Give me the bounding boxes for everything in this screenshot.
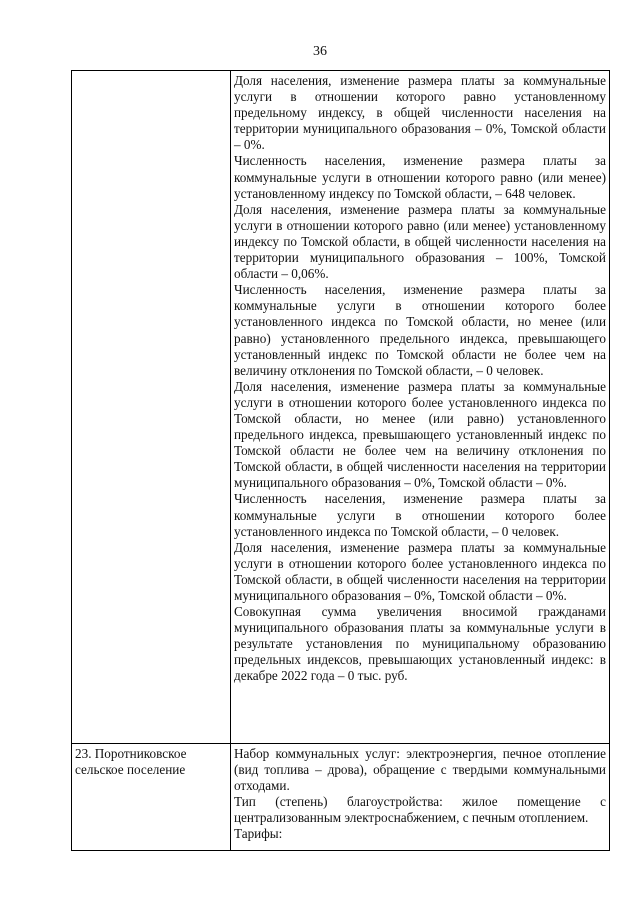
paragraph: Доля населения, изменение размера платы за коммунальные услуги в отношении которого более установленного индекса по Томской области, в общей численности населения на территории муниципального образования – 0%, Томской области – 0%. [234,539,606,603]
table-row [72,743,610,850]
paragraph: Численность населения, изменение размера платы за коммунальные услуги в отношении которого равно (или менее) установленному индексу по Томской области, – 648 человек. [234,153,606,201]
indicators-cell [231,71,610,744]
paragraph: Доля населения, изменение размера платы за коммунальные услуги в отношении которого равно (или менее) установленному индексу по Томской области, в общей численности населения на территории муниципального образования – 100%, Томской области – 0,06%. [234,201,606,282]
municipality-cell: 23. Поротниковское сельское поселение [72,743,231,850]
indicators-cell [231,743,610,850]
paragraph: Численность населения, изменение размера платы за коммунальные услуги в отношении которого более установленного индекса по Томской области, – 0 человек. [234,491,606,539]
paragraph: Тарифы: [234,826,283,842]
page-number: 36 [313,44,327,59]
municipal-index-table [71,70,610,851]
paragraph: Совокупная сумма увеличения вносимой гражданами муниципального образования платы за коммунальные услуги в результате установления по муниципальному образованию предельных индексов, превышающих установленный индекс: в декабре 2022 года – 0 тыс. руб. [234,604,606,684]
municipality-cell [72,71,231,744]
paragraph: Доля населения, изменение размера платы за коммунальные услуги в отношении которого равно установленному предельному индексу, в общей численности населения на территории муниципального образования – 0%, Томской области – 0%. [234,73,606,153]
paragraph: Доля населения, изменение размера платы за коммунальные услуги в отношении которого более установленного индекса по Томской области, но менее (или равно) установленного предельного индекса, превышающего установленный индекс по Томской области не более чем на величину отклонения по Томской области, в общей численности населения на территории муниципального образования – 0%, Томской области – 0%. [234,378,606,491]
paragraph: Набор коммунальных услуг: электроэнергия, печное отопление (вид топлива – дрова), обращение с твердыми коммунальными отходами. [234,745,606,793]
paragraph: Тип (степень) благоустройства: жилое помещение с централизованным электроснабжением, с печным отоплением. [234,794,606,826]
table-row [72,71,610,744]
paragraph: Численность населения, изменение размера платы за коммунальные услуги в отношении которого более установленного индекса по Томской области, но менее (или равно) установленного предельного индекса, превышающего установленный индекс по Томской области не более чем на величину отклонения по Томской области, – 0 человек. [234,282,606,378]
